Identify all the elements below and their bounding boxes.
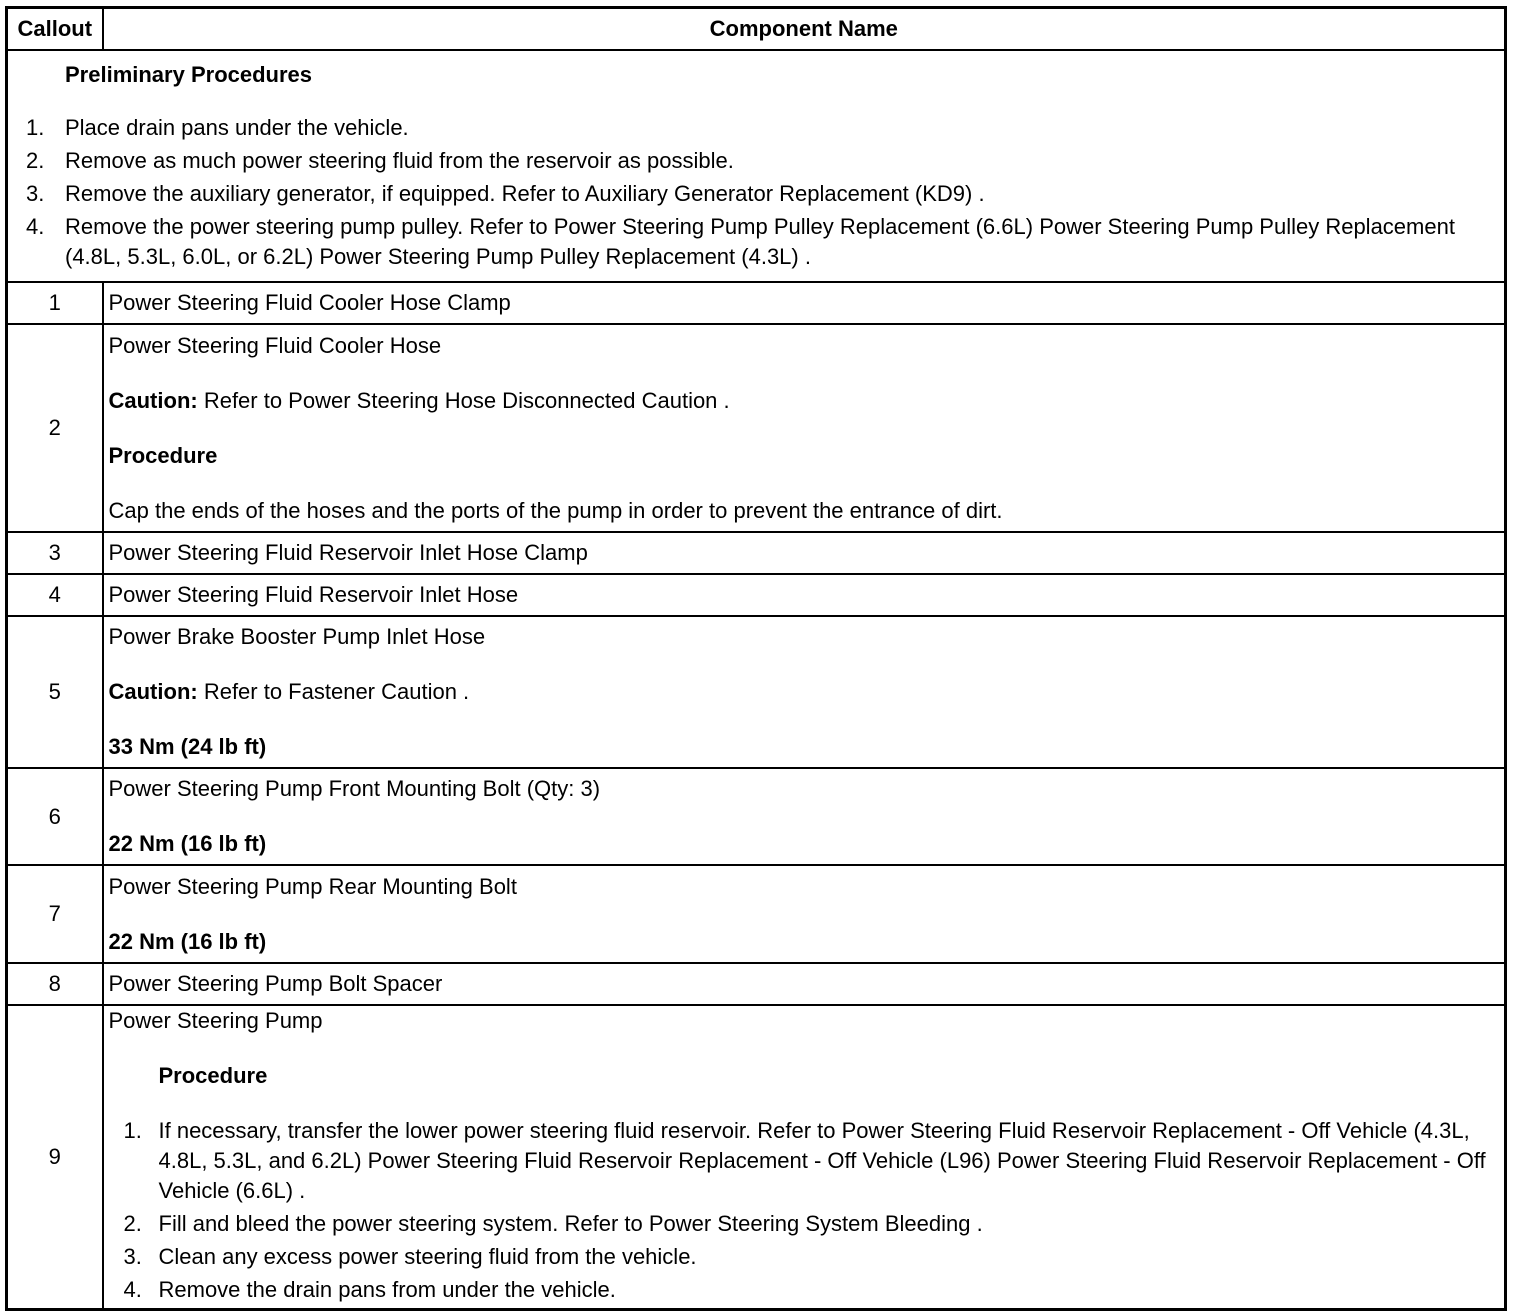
list-item: 2. Remove as much power steering fluid from the reservoir as possible. [26, 148, 734, 173]
callout-number: 6 [7, 768, 103, 865]
list-item: 3. Clean any excess power steering fluid from the vehicle. [123, 1244, 697, 1269]
list-item: 4. Remove the drain pans from under the vehicle. [123, 1277, 616, 1302]
component-name: Power Steering Pump Front Mounting Bolt (Qty: 3) 22 Nm (16 lb ft) [103, 768, 1506, 865]
procedure-text: Cap the ends of the hoses and the ports of the pump in order to prevent the entrance of dirt. [108, 497, 1003, 523]
list-item: 1. If necessary, transfer the lower power steering fluid reservoir. Refer to Power Steering Fluid Reservoir Replacement - Off Vehicle (4.3L, 4.8L, 5.3L, and 6.2L) Power Steering Fluid Reservoir Replacement - Off Vehicle (L96) Power Steering Fluid Reservoir Replacement - Off Vehicle (6.6L) . [123, 1118, 1486, 1203]
component-table [5, 6, 1507, 1311]
callout-header: Callout [7, 8, 103, 51]
caution-note: Caution: Refer to Power Steering Hose Disconnected Caution . [108, 387, 730, 413]
torque-spec: 22 Nm (16 lb ft) [108, 928, 267, 954]
torque-spec: 22 Nm (16 lb ft) [108, 831, 267, 856]
component-name: Power Steering Pump Procedure 1. If necessary, transfer the lower power steering fluid reservoir. Refer to Power Steering Fluid Reservoir Replacement - Off Vehicle (4.3L, 4.8L, 5.3L, and 6.2L) Power Steering Fluid Reservoir Replacement - Off Vehicle (L96) Power Steering Fluid Reservoir Replacement - Off Vehicle (6.6L) . 2. Fill and bleed the power steering system. Refer to Power Steering System Bleeding . 3. Clean any excess power steering fluid from the vehicle. 4. Remove the drain pans from under the vehicle. [103, 1005, 1506, 1310]
callout-number: 1 [7, 282, 103, 324]
torque-spec: 33 Nm (24 lb ft) [108, 734, 267, 759]
preliminary-row [7, 50, 1506, 282]
component-name: Power Steering Fluid Reservoir Inlet Hose Clamp [103, 532, 1506, 574]
header-row [7, 8, 1506, 51]
component-name: Power Steering Pump Bolt Spacer [103, 963, 1506, 1005]
table-row [7, 865, 1506, 963]
callout-number: 7 [7, 865, 103, 963]
callout-number: 4 [7, 574, 103, 616]
callout-number: 5 [7, 616, 103, 768]
component-name: Power Steering Pump Rear Mounting Bolt 22 Nm (16 lb ft) [103, 865, 1506, 963]
procedure-heading: Procedure [108, 442, 218, 468]
table-row [7, 574, 1506, 616]
table-row [7, 1005, 1506, 1310]
component-name: Power Steering Fluid Reservoir Inlet Hose [103, 574, 1506, 616]
component-name: Power Steering Fluid Cooler Hose Clamp [103, 282, 1506, 324]
caution-note: Caution: Refer to Fastener Caution . [108, 679, 470, 704]
procedure-heading: Procedure [158, 1063, 268, 1088]
list-item: 4. Remove the power steering pump pulley. Refer to Power Steering Pump Pulley Replacement (6.6L) Power Steering Pump Pulley Replacement (4.8L, 5.3L, 6.0L, or 6.2L) Power Steering Pump Pulley Replacement (4.3L) . [26, 214, 1455, 269]
callout-number: 2 [7, 324, 103, 532]
table-row [7, 532, 1506, 574]
preliminary-steps [26, 113, 1494, 272]
preliminary-title: Preliminary Procedures [65, 62, 313, 87]
procedure-steps [124, 1116, 1499, 1305]
list-item: 1. Place drain pans under the vehicle. [26, 115, 409, 140]
table-row [7, 282, 1506, 324]
table-row [7, 616, 1506, 768]
component-name-header: Component Name [103, 8, 1506, 51]
callout-number: 8 [7, 963, 103, 1005]
component-name: Power Steering Fluid Cooler Hose Caution: Refer to Power Steering Hose Disconnected Caution . Procedure Cap the ends of the hoses and the ports of the pump in order to prevent the entrance of dirt. [103, 324, 1506, 532]
table-row [7, 768, 1506, 865]
table-row [7, 963, 1506, 1005]
callout-number: 3 [7, 532, 103, 574]
list-item: 3. Remove the auxiliary generator, if equipped. Refer to Auxiliary Generator Replacement (KD9) . [26, 181, 985, 206]
component-name: Power Brake Booster Pump Inlet Hose Caution: Refer to Fastener Caution . 33 Nm (24 lb ft) [103, 616, 1506, 768]
table-row [7, 324, 1506, 532]
list-item: 2. Fill and bleed the power steering system. Refer to Power Steering System Bleeding . [123, 1211, 983, 1236]
callout-number: 9 [7, 1005, 103, 1310]
preliminary-procedures [7, 50, 1506, 282]
